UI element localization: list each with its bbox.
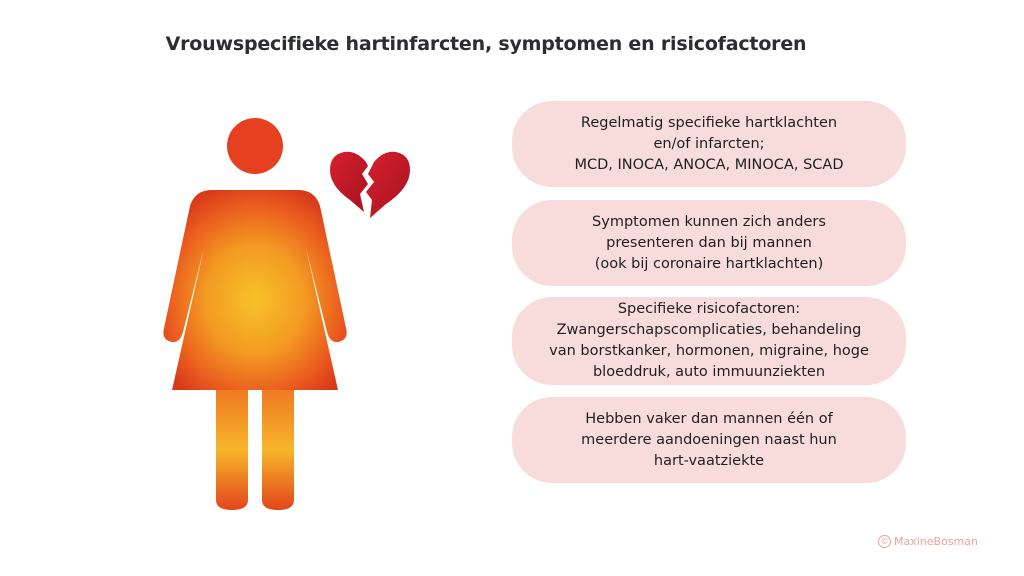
- info-box-comorbidities: [512, 397, 906, 483]
- info-box-line: Symptomen kunnen zich anders: [592, 213, 826, 230]
- info-box-line: Regelmatig specifieke hartklachten: [580, 114, 838, 131]
- info-box-line: meerdere aandoeningen naast hun: [581, 431, 837, 448]
- info-box-risk-factors: [512, 297, 906, 385]
- info-box-line: bloeddruk, auto immuunziekten: [592, 364, 826, 380]
- info-box-line: van borstkanker, hormonen, migraine, hoge: [549, 343, 869, 359]
- info-box-symptoms: [512, 200, 906, 286]
- info-box-line: Zwangerschapscomplicaties, behandeling: [556, 322, 862, 338]
- credit-name: MaxineBosman: [894, 535, 978, 548]
- page-title: Vrouwspecifieke hartinfarcten, symptomen en risicofactoren: [165, 33, 807, 55]
- info-box-line: presenteren dan bij mannen: [606, 234, 812, 251]
- info-box-line: en/of infarcten;: [653, 135, 765, 152]
- broken-heart-icon: [326, 150, 414, 220]
- info-box-line: hart-vaatziekte: [653, 452, 765, 469]
- info-box-line: Specifieke risicofactoren:: [617, 301, 801, 317]
- info-box-specific-complaints: [512, 101, 906, 187]
- info-box-line: MCD, INOCA, ANOCA, MINOCA, SCAD: [574, 156, 844, 173]
- copyright-icon: ©: [878, 535, 891, 548]
- credit-watermark: [878, 535, 978, 548]
- info-box-line: (ook bij coronaire hartklachten): [594, 255, 824, 272]
- info-box-line: Hebben vaker dan mannen één of: [585, 410, 833, 427]
